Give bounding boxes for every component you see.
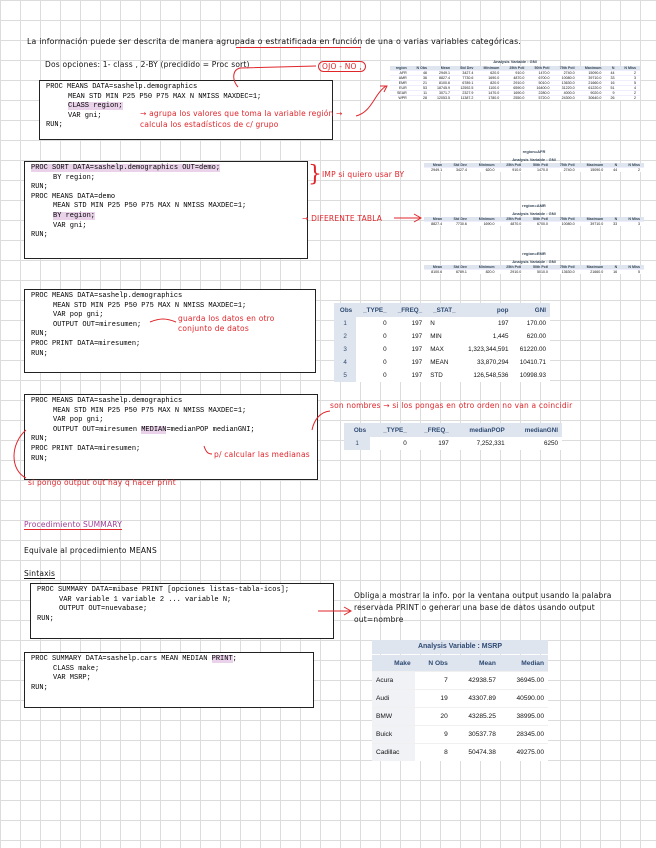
table1-cell: 21 bbox=[411, 81, 431, 86]
table1-cell: 12592.5 bbox=[454, 86, 477, 91]
table3-cell: 126,548,536 bbox=[473, 372, 509, 379]
class-keyword: CLASS region; bbox=[68, 102, 123, 111]
table1-header-cell: Mean bbox=[431, 66, 454, 71]
table1-cell: 44 bbox=[605, 71, 618, 76]
table5-cell: Acura bbox=[372, 672, 415, 690]
table2-region-label: region=EMR bbox=[522, 251, 546, 256]
table1-cell: 39710.0 bbox=[579, 76, 606, 81]
table3-cell: 170.00 bbox=[526, 320, 546, 327]
table2-header-cell: Mean bbox=[424, 163, 446, 168]
table2-cell: 6700.0 bbox=[525, 222, 552, 227]
code-line: PROC MEANS DATA=sashelp.demographics bbox=[31, 292, 183, 300]
table1-cell: 4000.0 bbox=[553, 91, 578, 96]
table5-cell: 50474.38 bbox=[452, 744, 500, 762]
table1-cell: 33 bbox=[605, 76, 618, 81]
intro-text: La información puede ser descrita de manera agrupada o estratificada en función de una o varias variables categóricas. bbox=[27, 37, 522, 46]
table1-cell: 9020.0 bbox=[579, 91, 606, 96]
code-line: RUN; bbox=[31, 435, 48, 444]
table3-cell: 0 bbox=[383, 333, 387, 340]
table2-header-cell: Minimum bbox=[471, 217, 499, 222]
table1-cell: 910.0 bbox=[503, 71, 528, 76]
table2-header-cell: Maximum bbox=[579, 265, 608, 270]
code-line: MEAN STD MIN P25 P50 P75 MAX N NMISS MAXDEC=1; bbox=[53, 301, 247, 310]
table5-cell: 42938.57 bbox=[452, 672, 500, 690]
table2-region-label: region=AFR bbox=[522, 149, 546, 154]
table1-header-cell: region bbox=[390, 66, 411, 71]
table2-cell: 620.0 bbox=[471, 168, 499, 173]
table2-cell: 10080.0 bbox=[552, 222, 579, 227]
table3-cell: 0 bbox=[383, 320, 387, 327]
table2-header-cell: 25th Pctl bbox=[499, 163, 526, 168]
table3-cell: 4 bbox=[334, 356, 356, 369]
table1-header-cell: N Miss bbox=[619, 66, 640, 71]
table1-cell: 3 bbox=[619, 76, 640, 81]
table2-cell: 39710.0 bbox=[579, 222, 608, 227]
table5-cell: 9 bbox=[415, 726, 452, 744]
table3-cell: 5 bbox=[334, 369, 356, 382]
output-suffix: =medianPOP medianGNI; bbox=[166, 425, 255, 434]
table5-cell: 28345.00 bbox=[500, 726, 548, 744]
table1-cell: EUR bbox=[390, 86, 411, 91]
table1-cell: 1470.0 bbox=[528, 71, 553, 76]
table2-header-cell: Std Dev bbox=[446, 265, 471, 270]
table2-cell: 13630.0 bbox=[552, 270, 579, 275]
table5-cell: 49275.00 bbox=[500, 744, 548, 762]
table1-cell: 1690.0 bbox=[503, 91, 528, 96]
table1-cell: 46 bbox=[411, 71, 431, 76]
table1-header-cell: Minimum bbox=[477, 66, 503, 71]
table5-cell: 7 bbox=[415, 672, 452, 690]
note-medianas: p/ calcular las medianas bbox=[214, 450, 310, 459]
arrow-guarda bbox=[150, 319, 176, 322]
table1-cell: EMR bbox=[390, 81, 411, 86]
table1-cell: 2280.0 bbox=[528, 91, 553, 96]
ojo-note: OJO - NO , bbox=[318, 61, 366, 72]
table1-cell: 820.0 bbox=[477, 81, 503, 86]
code-line: RUN; bbox=[31, 330, 48, 339]
table3-cell: 1,323,344,591 bbox=[468, 346, 509, 353]
table2-header-cell: Maximum bbox=[579, 163, 608, 168]
table2-header-cell: 75th Pctl bbox=[552, 217, 579, 222]
brace-imp: } bbox=[308, 162, 322, 187]
table1-cell: 31220.0 bbox=[553, 86, 578, 91]
code-line: PROC SUMMARY DATA=mibase PRINT [opciones listas-tabla-icos]; bbox=[37, 586, 290, 594]
table4-cell: 0 bbox=[403, 440, 407, 447]
table3-cell: 197 bbox=[411, 359, 423, 366]
table4-header-cell: medianGNI bbox=[509, 423, 562, 437]
table1-cell: 2949.1 bbox=[431, 71, 454, 76]
table1-cell: 9 bbox=[605, 91, 618, 96]
table2-cell: 910.0 bbox=[499, 168, 526, 173]
code-line: PROC MEANS DATA=demo bbox=[31, 192, 116, 201]
table1-cell: 2327.9 bbox=[454, 91, 477, 96]
table1-cell: 12053.5 bbox=[431, 96, 454, 101]
table3-cell: 620.00 bbox=[526, 333, 546, 340]
table1-cell: 5 bbox=[619, 81, 640, 86]
table1-cell: 11387.2 bbox=[454, 96, 477, 101]
note-obliga: Obliga a mostrar la info. por la ventana output usando la palabra reservada PRINT o generar una base de datos usando output out=nombre bbox=[354, 591, 612, 624]
note-guarda: guarda los datos en otro conjunto de datos bbox=[178, 314, 275, 333]
by-keyword: BY region; bbox=[53, 211, 96, 220]
table1-cell: WPR bbox=[390, 96, 411, 101]
table3-header-cell: Obs bbox=[334, 303, 356, 317]
table1-caption: Analysis Variable : GNI bbox=[493, 59, 537, 64]
table1-cell: 36 bbox=[411, 76, 431, 81]
table1-cell: 16 bbox=[605, 81, 618, 86]
table3-cell: 1 bbox=[334, 317, 356, 330]
table1-cell: 3427.4 bbox=[454, 71, 477, 76]
table5-header-cell: Median bbox=[500, 655, 548, 672]
table5-cell: 38995.00 bbox=[500, 708, 548, 726]
table5-header-cell: N Obs bbox=[415, 655, 452, 672]
table1-cell: 4 bbox=[619, 86, 640, 91]
summary-cars-suffix: ; bbox=[232, 655, 237, 663]
table2-cell: 16 bbox=[607, 270, 621, 275]
table1-cell: 2550.0 bbox=[503, 96, 528, 101]
table4-cell: 197 bbox=[438, 440, 449, 447]
table1-cell: AMR bbox=[390, 76, 411, 81]
table2-cell: 5 bbox=[621, 270, 644, 275]
table2-region-label: region=AMR bbox=[522, 203, 546, 208]
table2-cell: 6789.1 bbox=[446, 270, 471, 275]
table4-header-cell: Obs bbox=[344, 423, 370, 437]
table1-cell: 13630.0 bbox=[553, 81, 578, 86]
table2-header-cell: Std Dev bbox=[446, 217, 471, 222]
table5-cell: Cadillac bbox=[372, 744, 415, 762]
table1-header-cell: N bbox=[605, 66, 618, 71]
equivale-text: Equivale al procedimiento MEANS bbox=[24, 546, 157, 555]
code-line: MEAN STD MIN P25 P50 P75 MAX N NMISS MAXDEC=1; bbox=[68, 92, 262, 101]
table2-cell: 4870.0 bbox=[499, 222, 526, 227]
table3-cell: MEAN bbox=[430, 359, 449, 366]
code-line: RUN; bbox=[37, 614, 54, 623]
note-nombres: son nombres → si los pongas en otro orden no van a coincidir bbox=[330, 401, 573, 410]
table5-cell: 20 bbox=[415, 708, 452, 726]
code-line: VAR gni; bbox=[53, 221, 87, 230]
table3-cell: 0 bbox=[383, 359, 387, 366]
table4-cell: 7,252,331 bbox=[476, 440, 505, 447]
table2-cell: 33 bbox=[607, 222, 621, 227]
table5-cell: 8 bbox=[415, 744, 452, 762]
table2-header-cell: 75th Pctl bbox=[552, 265, 579, 270]
table3-cell: 3 bbox=[334, 343, 356, 356]
table3-cell: 0 bbox=[383, 372, 387, 379]
table5-cell: 19 bbox=[415, 690, 452, 708]
table2-cell: 1690.0 bbox=[471, 222, 499, 227]
table1-cell: 3071.7 bbox=[431, 91, 454, 96]
table3-cell: MAX bbox=[430, 346, 444, 353]
table5-cell: Buick bbox=[372, 726, 415, 744]
table1-cell: 61220.0 bbox=[579, 86, 606, 91]
table1-cell: 53 bbox=[411, 86, 431, 91]
table2-cell: 820.0 bbox=[471, 270, 499, 275]
table1-cell: 2740.0 bbox=[553, 71, 578, 76]
code-line: PROC PRINT DATA=miresumen; bbox=[31, 444, 141, 453]
table3-cell: 197 bbox=[497, 320, 509, 327]
table1-cell: 5720.0 bbox=[528, 96, 553, 101]
table1-cell: 16400.0 bbox=[528, 86, 553, 91]
table2-caption: Analysis Variable : GNI bbox=[512, 157, 556, 162]
table3-cell: 2 bbox=[334, 330, 356, 343]
table1-cell: 2 bbox=[619, 91, 640, 96]
arrow-ojo bbox=[234, 66, 316, 87]
table2-header-cell: Mean bbox=[424, 217, 446, 222]
table3-header-cell: GNI bbox=[512, 303, 550, 317]
table2-header-cell: 50th Pctl bbox=[525, 163, 552, 168]
code-line: PROC MEANS DATA=sashelp.demographics bbox=[31, 397, 183, 405]
table2-cell: 8827.4 bbox=[424, 222, 446, 227]
note-print: si pongo output out hay q hacer print bbox=[28, 478, 176, 487]
table2-header-cell: Std Dev bbox=[446, 163, 471, 168]
table3-header-cell: pop bbox=[460, 303, 513, 317]
note-diferente: → DIFERENTE TABLA bbox=[302, 214, 383, 223]
arrow-print bbox=[14, 430, 26, 478]
table3-header-cell: _FREQ_ bbox=[391, 303, 427, 317]
table1-header-cell: Maximum bbox=[579, 66, 606, 71]
table5-caption: Analysis Variable : MSRP bbox=[372, 640, 548, 654]
table2-header-cell: 25th Pctl bbox=[499, 265, 526, 270]
table1-cell: 21660.0 bbox=[579, 81, 606, 86]
table3-cell: 197 bbox=[411, 346, 423, 353]
table2-header-cell: N bbox=[607, 163, 621, 168]
table5-cell: 40590.00 bbox=[500, 690, 548, 708]
code-line: RUN; bbox=[31, 454, 48, 463]
median-keyword: MEDIAN bbox=[141, 425, 167, 434]
table2-cell: 1470.0 bbox=[525, 168, 552, 173]
table1-cell: 1470.0 bbox=[477, 91, 503, 96]
table2-cell: 3 bbox=[621, 222, 644, 227]
print-keyword: PRINT bbox=[211, 655, 233, 663]
table1-cell: 2910.0 bbox=[503, 81, 528, 86]
code-line: VAR MSRP; bbox=[53, 674, 91, 683]
table5-cell: 30537.78 bbox=[452, 726, 500, 744]
table2-cell: 21660.0 bbox=[579, 270, 608, 275]
table3-cell: 10998.93 bbox=[519, 372, 546, 379]
note-imp: IMP si quiero usar BY bbox=[322, 170, 405, 179]
table2-header-cell: Minimum bbox=[471, 163, 499, 168]
table2-header-cell: 25th Pctl bbox=[499, 217, 526, 222]
arrow-obliga bbox=[318, 607, 351, 615]
table1-cell: 6590.0 bbox=[503, 86, 528, 91]
table1-cell: 30640.0 bbox=[579, 96, 606, 101]
table3-header-cell: _STAT_ bbox=[426, 303, 459, 317]
table2-header-cell: Minimum bbox=[471, 265, 499, 270]
table1-cell: 28 bbox=[411, 96, 431, 101]
code-line: MEAN STD MIN P25 P50 P75 MAX N NMISS MAXDEC=1; bbox=[53, 202, 247, 211]
table5-header-cell: Make bbox=[372, 655, 415, 672]
code-line: PROC PRINT DATA=miresumen; bbox=[31, 339, 141, 348]
table1-cell: 51 bbox=[605, 86, 618, 91]
table1-cell: 18745.9 bbox=[431, 86, 454, 91]
table1-cell: 1690.0 bbox=[477, 76, 503, 81]
code-line: VAR gni; bbox=[68, 111, 102, 120]
arrow-nombres bbox=[312, 411, 330, 430]
code-line: VAR pop gni; bbox=[53, 311, 104, 320]
code-line: RUN; bbox=[31, 683, 48, 692]
table4-header-cell: medianPOP bbox=[453, 423, 509, 437]
table4-header-cell: _TYPE_ bbox=[370, 423, 411, 437]
table1-cell: 5010.0 bbox=[528, 81, 553, 86]
table1-cell: 1100.0 bbox=[477, 86, 503, 91]
table1-cell: 15090.0 bbox=[579, 71, 606, 76]
table1-header-cell: 50th Pctl bbox=[528, 66, 553, 71]
table4-cell: 1 bbox=[344, 437, 370, 450]
table2-header-cell: N bbox=[607, 217, 621, 222]
table1-header-cell: 25th Pctl bbox=[503, 66, 528, 71]
table3-cell: 1,445 bbox=[492, 333, 509, 340]
table3-cell: 197 bbox=[411, 372, 423, 379]
table1-cell: SEAR bbox=[390, 91, 411, 96]
table2-header-cell: N Miss bbox=[621, 163, 644, 168]
table3-cell: STD bbox=[430, 372, 443, 379]
table5-cell: 43307.89 bbox=[452, 690, 500, 708]
table1-cell: 2 bbox=[619, 96, 640, 101]
table2-cell: 2949.1 bbox=[424, 168, 446, 173]
code-line: RUN; bbox=[31, 349, 48, 358]
table2-header-cell: N bbox=[607, 265, 621, 270]
code-line: PROC MEANS DATA=sashelp.demographics bbox=[46, 83, 198, 91]
table2-header-cell: Maximum bbox=[579, 217, 608, 222]
table5-cell: BMW bbox=[372, 708, 415, 726]
sintaxis-label: Sintaxis bbox=[24, 569, 56, 578]
table1-header-cell: Std Dev bbox=[454, 66, 477, 71]
table2-cell: 2740.0 bbox=[552, 168, 579, 173]
table2-cell: 3427.4 bbox=[446, 168, 471, 173]
table3-cell: N bbox=[430, 320, 435, 327]
table3-cell: 61220.00 bbox=[519, 346, 546, 353]
table1-cell: 8827.4 bbox=[431, 76, 454, 81]
code-line: RUN; bbox=[31, 183, 48, 192]
code-line: OUTPUT OUT=miresumen; bbox=[53, 320, 142, 329]
table1-cell: 620.0 bbox=[477, 71, 503, 76]
table2-cell: 44 bbox=[607, 168, 621, 173]
code-line: MEAN STD MIN P25 P50 P75 MAX N NMISS MAXDEC=1; bbox=[53, 406, 247, 415]
options-label: Dos opciones: 1- class , 2-BY (precidido = Proc sort) bbox=[45, 60, 250, 69]
table1-cell: 6789.1 bbox=[454, 81, 477, 86]
table2-cell: 2910.0 bbox=[499, 270, 526, 275]
table2-header-cell: Mean bbox=[424, 265, 446, 270]
table1-cell: 6700.0 bbox=[528, 76, 553, 81]
table5-cell: 36945.00 bbox=[500, 672, 548, 690]
code-line: BY region; bbox=[53, 173, 96, 182]
table1-cell: 11 bbox=[411, 91, 431, 96]
table2-header-cell: 75th Pctl bbox=[552, 163, 579, 168]
table2-cell: 8100.6 bbox=[424, 270, 446, 275]
table1-cell: 1780.0 bbox=[477, 96, 503, 101]
table3-cell: MIN bbox=[430, 333, 442, 340]
arrow-diferente bbox=[394, 214, 421, 222]
table5-header-cell: Mean bbox=[452, 655, 500, 672]
summary-title: Procedimiento SUMMARY bbox=[24, 520, 122, 529]
table1-cell: 2 bbox=[619, 71, 640, 76]
output-prefix: OUTPUT OUT=miresumen bbox=[53, 425, 142, 434]
table4-header-cell: _FREQ_ bbox=[411, 423, 453, 437]
table2-caption: Analysis Variable : GNI bbox=[512, 259, 556, 264]
table3-cell: 33,870,294 bbox=[476, 359, 509, 366]
table2-header-cell: 50th Pctl bbox=[525, 217, 552, 222]
proc-sort-keyword: PROC SORT DATA=sashelp.demographics OUT=demo; bbox=[31, 164, 221, 172]
table1-cell: 24300.0 bbox=[553, 96, 578, 101]
table1-header-cell: N Obs bbox=[411, 66, 431, 71]
table2-cell: 5010.0 bbox=[525, 270, 552, 275]
code-line: RUN; bbox=[46, 121, 63, 130]
arrow-medianas bbox=[204, 446, 212, 454]
table1-cell: 10080.0 bbox=[553, 76, 578, 81]
note-agrupa: → agrupa los valores que toma la variable región → calcula los estadísticos de c/ grupo bbox=[140, 109, 343, 129]
table1-cell: 7730.6 bbox=[454, 76, 477, 81]
summary-cars-prefix: PROC SUMMARY DATA=sashelp.cars MEAN MEDIAN bbox=[31, 655, 212, 663]
table1-cell: 26 bbox=[605, 96, 618, 101]
table2-cell: 15090.0 bbox=[579, 168, 608, 173]
code-line: RUN; bbox=[31, 231, 48, 240]
table1-cell: AFR bbox=[390, 71, 411, 76]
table4-cell: 6250 bbox=[543, 440, 558, 447]
table2-header-cell: 50th Pctl bbox=[525, 265, 552, 270]
table2-cell: 2 bbox=[621, 168, 644, 173]
table5-cell: 43285.25 bbox=[452, 708, 500, 726]
table3-cell: 0 bbox=[383, 346, 387, 353]
code-line: OUTPUT OUT=nuevabase; bbox=[59, 605, 148, 614]
table5-cell: Audi bbox=[372, 690, 415, 708]
table1-cell: 4870.0 bbox=[503, 76, 528, 81]
table2-caption: Analysis Variable : GNI bbox=[512, 211, 556, 216]
table2-cell: 7730.6 bbox=[446, 222, 471, 227]
table1-cell: 8100.6 bbox=[431, 81, 454, 86]
code-line: VAR pop gni; bbox=[53, 416, 104, 425]
code-line: CLASS make; bbox=[53, 664, 100, 673]
arrow-to-table1 bbox=[356, 86, 387, 116]
table1-header-cell: 75th Pctl bbox=[553, 66, 578, 71]
table2-header-cell: N Miss bbox=[621, 217, 644, 222]
code-line: VAR variable 1 variable 2 ... variable N; bbox=[59, 595, 232, 604]
table2-header-cell: N Miss bbox=[621, 265, 644, 270]
table3-cell: 197 bbox=[411, 333, 423, 340]
table3-cell: 197 bbox=[411, 320, 423, 327]
table3-header-cell: _TYPE_ bbox=[356, 303, 390, 317]
table3-cell: 10410.71 bbox=[519, 359, 546, 366]
